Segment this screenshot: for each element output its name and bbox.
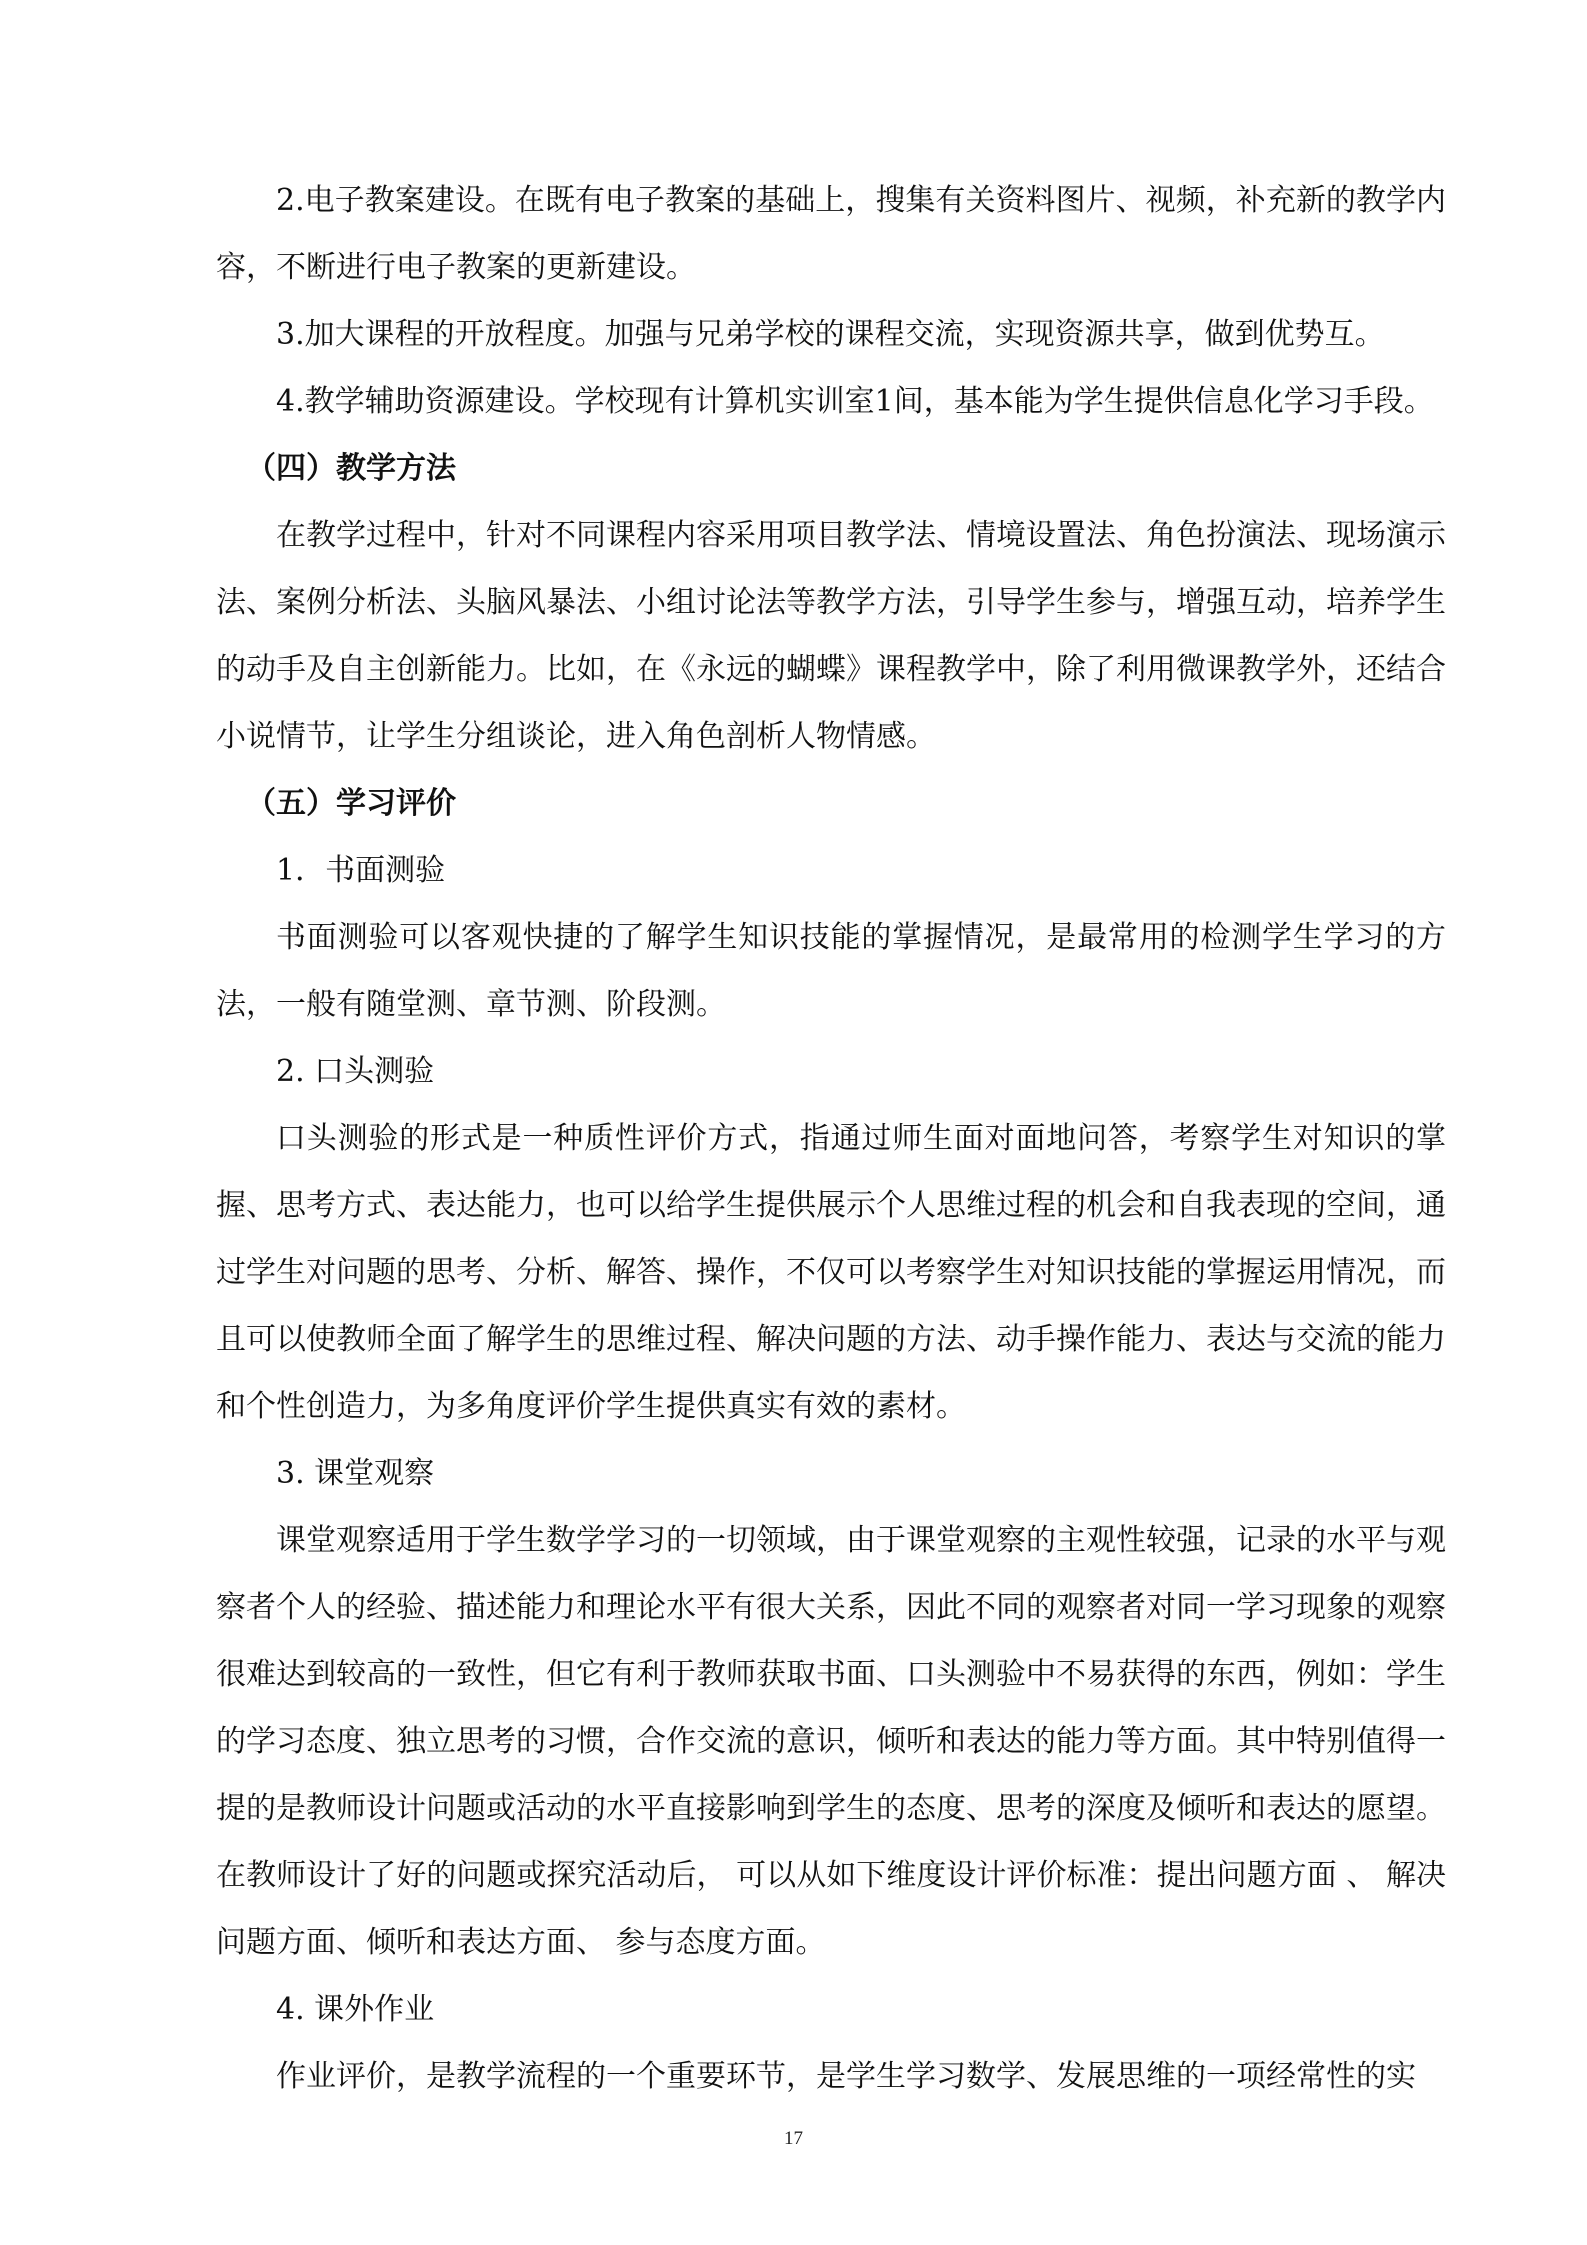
paragraph-written-test: 书面测验可以客观快捷的了解学生知识技能的掌握情况，是最常用的检测学生学习的方法，一般有随堂测、章节测、阶段测。 xyxy=(216,920,1446,1022)
paragraph-course-openness: 3.加大课程的开放程度。加强与兄弟学校的课程交流，实现资源共享，做到优势互。 xyxy=(276,317,1385,352)
document-body xyxy=(216,167,1446,2110)
paragraph-teaching-resources: 4.教学辅助资源建设。学校现有计算机实训室1间，基本能为学生提供信息化学习手段。 xyxy=(276,384,1434,419)
paragraph-oral-test: 口头测验的形式是一种质性评价方式，指通过师生面对面地问答，考察学生对知识的掌握、思考方式、表达能力，也可以给学生提供展示个人思维过程的机会和自我表现的空间，通过学生对问题的思考、分析、解答、操作，不仅可以考察学生对知识技能的掌握运用情况，而且可以使教师全面了解学生的思维过程、解决问题的方法、动手操作能力、表达与交流的能力和个性创造力，为多角度评价学生提供真实有效的素材。 xyxy=(216,1121,1446,1424)
paragraph-homework: 作业评价，是教学流程的一个重要环节，是学生学习数学、发展思维的一项经常性的实 xyxy=(276,2059,1416,2094)
subheading-oral-test: 2. 口头测验 xyxy=(276,1054,435,1089)
subheading-homework: 4. 课外作业 xyxy=(276,1992,435,2027)
section-heading-teaching-methods: （四）教学方法 xyxy=(246,451,456,486)
paragraph-electronic-lesson-plans: 2.电子教案建设。在既有电子教案的基础上，搜集有关资料图片、视频，补充新的教学内容，不断进行电子教案的更新建设。 xyxy=(216,183,1446,285)
paragraph-teaching-methods: 在教学过程中，针对不同课程内容采用项目教学法、情境设置法、角色扮演法、现场演示法、案例分析法、头脑风暴法、小组讨论法等教学方法，引导学生参与，增强互动，培养学生的动手及自主创新能力。比如，在《永远的蝴蝶》课程教学中，除了利用微课教学外，还结合小说情节，让学生分组谈论，进入角色剖析人物情感。 xyxy=(216,518,1446,754)
paragraph-classroom-observation: 课堂观察适用于学生数学学习的一切领域，由于课堂观察的主观性较强，记录的水平与观察者个人的经验、描述能力和理论水平有很大关系，因此不同的观察者对同一学习现象的观察很难达到较高的一致性，但它有利于教师获取书面、口头测验中不易获得的东西，例如：学生的学习态度、独立思考的习惯，合作交流的意识，倾听和表达的能力等方面。其中特别值得一提的是教师设计问题或活动的水平直接影响到学生的态度、思考的深度及倾听和表达的愿望。在教师设计了好的问题或探究活动后， 可以从如下维度设计评价标准：提出问题方面 、 解决问题方面、倾听和表达方面、 参与态度方面。 xyxy=(216,1523,1446,1960)
page-number: 17 xyxy=(784,2128,803,2149)
subheading-classroom-observation: 3. 课堂观察 xyxy=(276,1456,435,1491)
subheading-written-test: 1．书面测验 xyxy=(276,853,446,888)
section-heading-learning-evaluation: （五）学习评价 xyxy=(246,786,456,821)
